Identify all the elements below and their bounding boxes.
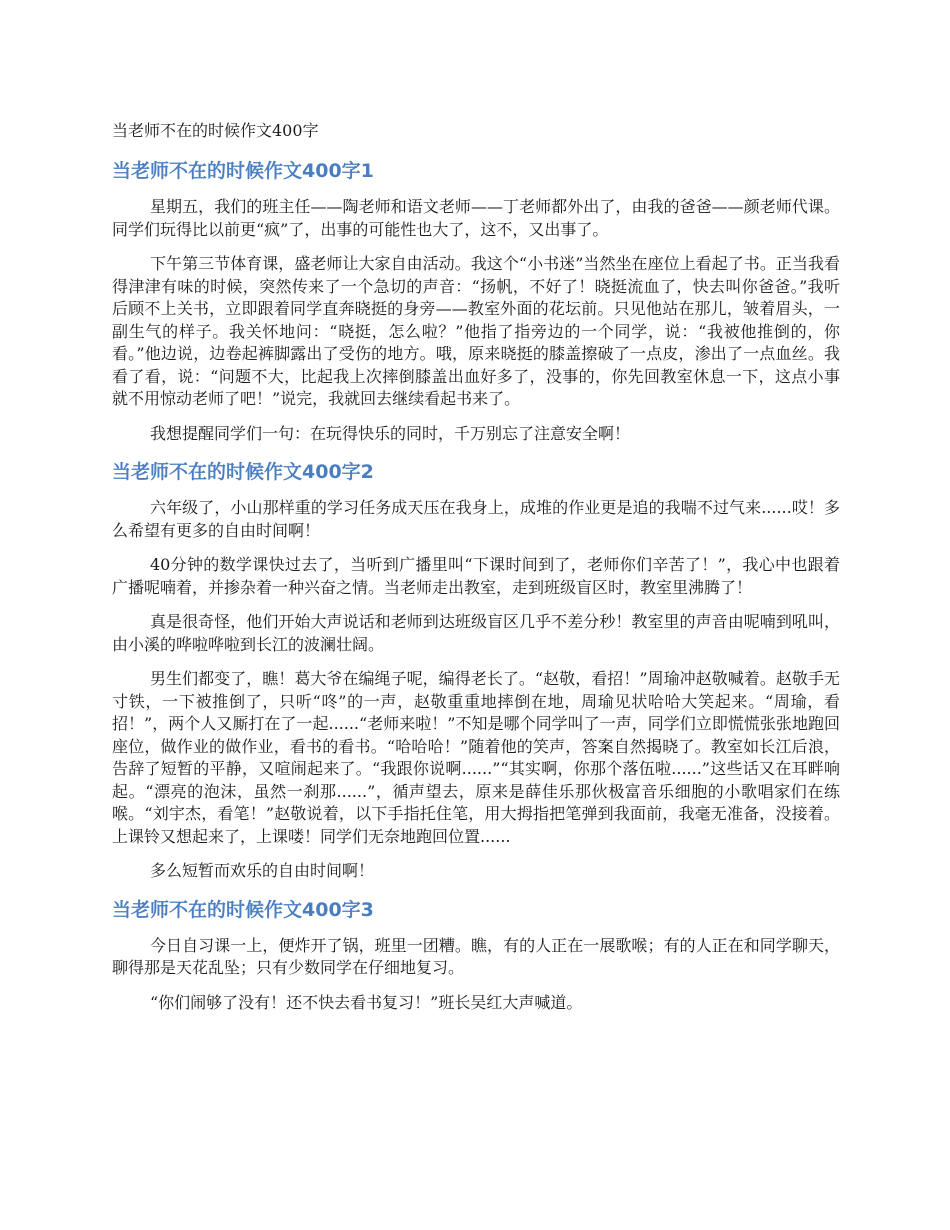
paragraph: 真是很奇怪，他们开始大声说话和老师到达班级盲区几乎不差分秒！教室里的声音由呢喃到吼叫，由小溪的哗啦哗啦到长江的波澜壮阔。 bbox=[112, 612, 840, 654]
document-title: 当老师不在的时候作文400字 bbox=[112, 121, 319, 140]
paragraph: 男生们都变了，瞧！葛大爷在编绳子呢，编得老长了。“赵敬，看招！”周瑜冲赵敬喊着。赵敬手无寸铁，一下被推倒了，只听“咚”的一声，赵敬重重地摔倒在地，周瑜见状哈哈大笑起来。“周瑜，看招！”，两个人又厮打在了一起......“老师来啦！”不知是哪个同学叫了一声，同学们立即慌慌张张地跑回座位，做作业的做作业，看书的看书。“哈哈哈！”随着他的笑声，答案自然揭晓了。教室如长江后浪，告辞了短暂的平静，又喧闹起来了。“我跟你说啊......”“其实啊，你那个落伍啦......”这些话又在耳畔响起。“漂亮的泡沫，虽然一刹那......”，循声望去，原来是薛佳乐那伙极富音乐细胞的小歌唱家们在练喉。“刘宇杰，看笔！”赵敬说着，以下手指托住笔，用大拇指把笔弹到我面前，我毫无准备，没接着。上课铃又想起来了，上课喽！同学们无奈地跑回位置...... bbox=[112, 669, 840, 846]
section-heading-2: 当老师不在的时候作文400字2 bbox=[112, 461, 374, 483]
document-page bbox=[112, 118, 840, 1026]
paragraph: 我想提醒同学们一句：在玩得快乐的同时，千万别忘了注意安全啊！ bbox=[150, 423, 631, 443]
section-heading-3: 当老师不在的时候作文400字3 bbox=[112, 898, 374, 921]
paragraph: 今日自习课一上，便炸开了锅，班里一团糟。瞧，有的人正在一展歌喉；有的人正在和同学聊天，聊得那是天花乱坠；只有少数同学在仔细地复习。 bbox=[112, 935, 840, 977]
section-1 bbox=[112, 156, 840, 445]
paragraph: 六年级了，小山那样重的学习任务成天压在我身上，成堆的作业更是追的我喘不过气来......哎！多么希望有更多的自由时间啊！ bbox=[112, 498, 840, 540]
paragraph: 40分钟的数学课快过去了，当听到广播里叫“下课时间到了，老师你们辛苦了！”，我心中也跟着广播呢喃着，并掺杂着一种兴奋之情。当老师走出教室，走到班级盲区时，教室里沸腾了！ bbox=[112, 555, 840, 597]
paragraph: 多么短暂而欢乐的自由时间啊！ bbox=[150, 861, 375, 880]
section-2 bbox=[112, 457, 840, 883]
paragraph: 星期五，我们的班主任——陶老师和语文老师——丁老师都外出了，由我的爸爸——颜老师代课。同学们玩得比以前更“疯”了，出事的可能性也大了，这不，又出事了。 bbox=[112, 197, 840, 239]
paragraph: 下午第三节体育课，盛老师让大家自由活动。我这个“小书迷”当然坐在座位上看起了书。正当我看得津津有味的时候，突然传来了一个急切的声音：“扬帆，不好了！晓挺流血了，快去叫你爸爸。”我听后顾不上关书，立即跟着同学直奔晓挺的身旁——教室外面的花坛前。只见他站在那儿，皱着眉头，一副生气的样子。我关怀地问：“晓挺，怎么啦？”他指了指旁边的一个同学，说：“我被他推倒的，你看。”他边说，边卷起裤脚露出了受伤的地方。哦，原来晓挺的膝盖擦破了一点皮，渗出了一点血丝。我看了看，说：“问题不大，比起我上次摔倒膝盖出血好多了，没事的，你先回教室休息一下，这点小事就不用惊动老师了吧！”说完，我就回去继续看起书来了。 bbox=[112, 254, 840, 408]
section-3 bbox=[112, 895, 840, 1015]
paragraph: “你们闹够了没有！还不快去看书复习！”班长吴红大声喊道。 bbox=[150, 992, 583, 1012]
section-heading-1: 当老师不在的时候作文400字1 bbox=[112, 160, 374, 182]
